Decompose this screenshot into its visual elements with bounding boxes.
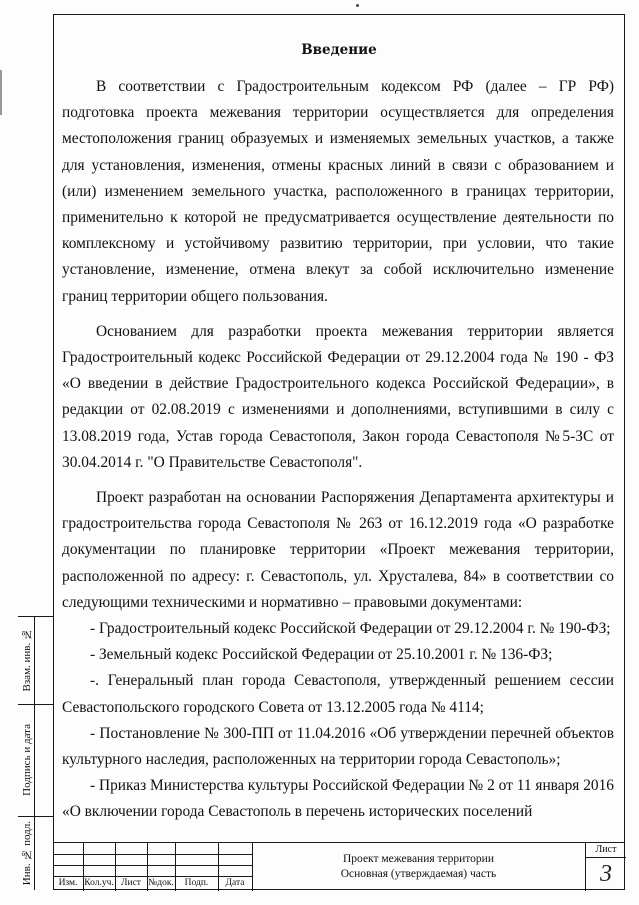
col-header-date: Дата <box>225 878 245 888</box>
sheet-number: 3 <box>600 861 612 887</box>
col-header-signature: Подп. <box>184 878 209 888</box>
signature-date-label: Подпись и дата <box>21 724 33 796</box>
col-header-count: Кол.уч. <box>84 878 114 888</box>
col-header-change: Изм. <box>58 878 78 888</box>
project-subtitle-line: Основная (утверждаемая) часть <box>340 868 497 880</box>
paragraph-order: Проект разработан на основании Распоряжения Департамента архитектуры и градостроительства города Севастополя № 263 от 16.12.2019 года «О разработке документации по планировке территории «Проект межевания территории, расположенной по адресу: г. Севастополь, ул. Хрусталева, 84» в соответствии со следующими техническими и нормативно – правовыми документами: <box>62 489 614 611</box>
replaced-inventory-label: Взам. инв. № <box>21 628 33 692</box>
title-block <box>53 842 625 891</box>
col-header-sheet: Лист <box>121 878 141 888</box>
list-item: - Градостроительный кодекс Российской Федерации от 29.12.2004 г. № 190-ФЗ; <box>90 620 611 638</box>
sheet-cell <box>585 843 626 891</box>
list-item: -. Генеральный план города Севастополя, утвержденный решением сессии Севастопольского городского Совета от 13.12.2005 года № 4114; <box>62 672 614 716</box>
original-inventory-label: Инв. № подл. <box>21 820 33 886</box>
side-stamp <box>18 616 54 890</box>
document-body <box>62 74 614 826</box>
project-title-line: Проект межевания территории <box>343 853 494 865</box>
list-item: - Постановление № 300-ПП от 11.04.2016 «Об утверждении перечней объектов культурного наследия, расположенных на территории города Севастополь»; <box>62 724 614 769</box>
project-name-cell <box>252 843 585 891</box>
page-title: Введение <box>301 42 377 58</box>
col-header-doc-number: №док. <box>148 878 174 888</box>
list-item: - Приказ Министерства культуры Российской Федерации № 2 от 11 января 2016 «О включении города Севастополь в перечень исторических поселений <box>62 777 614 821</box>
sheet-label: Лист <box>586 843 626 858</box>
list-item: - Земельный кодекс Российской Федерации от 25.10.2001 г. № 136-ФЗ; <box>90 646 553 664</box>
paragraph-intro: В соответствии с Градостроительным кодексом РФ (далее – ГР РФ) подготовка проекта межевания территории осуществляется для определения местоположения границ образуемых и изменяемых земельных участков, а также для установления, изменения, отмены красных линий в связи с образованием и (или) изменением земельного участка, расположенного в границах территории, применительно к которой не предусматривается осуществление деятельности по комплексному и устойчивому развитию территории, при условии, что такие установление, изменение, отмена влекут за собой исключительно изменение границ территории общего пользования. <box>62 78 614 305</box>
scan-edge-mark <box>0 70 2 115</box>
paragraph-basis: Основанием для разработки проекта межевания территории является Градостроительный кодекс Российской Федерации от 29.12.2004 года № 190 - ФЗ «О введении в действие Градостроительного кодекса Российской Федерации», в редакции от 02.08.2019 с изменениями и дополнениями, вступившими в силу с 13.08.2019 года, Устав города Севастополя, Закон города Севастополя №5-ЗС от 30.04.2014 г. "О Правительстве Севастополя". <box>62 322 614 471</box>
scan-dot-mark <box>356 4 359 7</box>
revision-grid <box>53 843 253 891</box>
